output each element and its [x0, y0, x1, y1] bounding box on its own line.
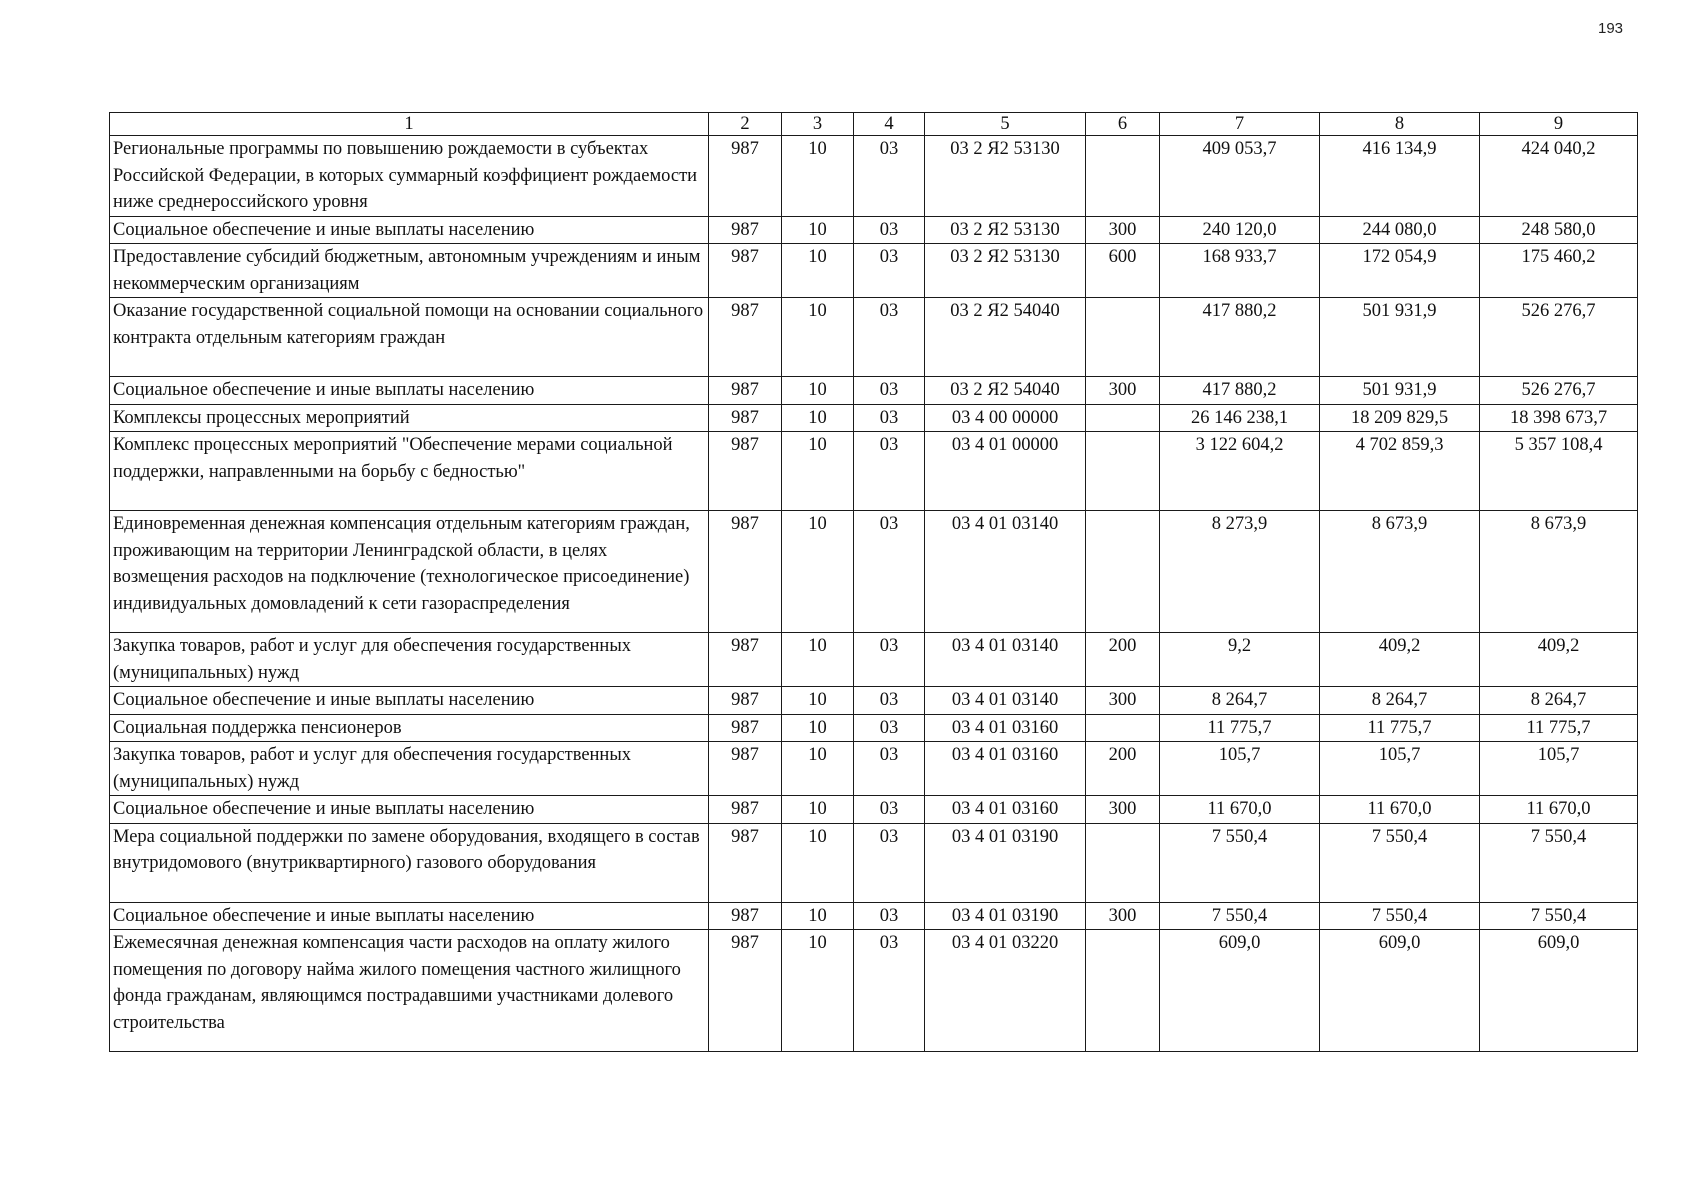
cell-section-code: 10 [782, 244, 854, 298]
table-row [110, 377, 1638, 405]
row-description: Комплекс процессных мероприятий "Обеспечение мерами социальной поддержки, направленными на борьбу с бедностью" [110, 432, 709, 511]
cell-amount-year3: 424 040,2 [1480, 136, 1638, 217]
cell-amount-year1: 105,7 [1160, 742, 1320, 796]
cell-section-code: 10 [782, 823, 854, 902]
cell-section-code: 10 [782, 216, 854, 244]
row-description: Социальное обеспечение и иные выплаты населению [110, 377, 709, 405]
column-header: 7 [1160, 113, 1320, 136]
cell-grbs-code: 987 [709, 244, 782, 298]
table-row [110, 216, 1638, 244]
cell-target-article: 03 2 Я2 53130 [925, 216, 1086, 244]
cell-amount-year2: 501 931,9 [1320, 377, 1480, 405]
cell-amount-year1: 7 550,4 [1160, 823, 1320, 902]
cell-grbs-code: 987 [709, 216, 782, 244]
cell-section-code: 10 [782, 404, 854, 432]
cell-target-article: 03 4 01 03190 [925, 902, 1086, 930]
cell-grbs-code: 987 [709, 823, 782, 902]
row-description: Социальное обеспечение и иные выплаты населению [110, 687, 709, 715]
cell-amount-year3: 526 276,7 [1480, 298, 1638, 377]
cell-section-code: 10 [782, 432, 854, 511]
table-row [110, 511, 1638, 633]
cell-subsection-code: 03 [854, 796, 925, 824]
cell-amount-year1: 417 880,2 [1160, 298, 1320, 377]
cell-expense-type [1086, 136, 1160, 217]
cell-target-article: 03 4 01 03160 [925, 796, 1086, 824]
cell-section-code: 10 [782, 298, 854, 377]
row-description: Социальное обеспечение и иные выплаты населению [110, 796, 709, 824]
cell-section-code: 10 [782, 930, 854, 1052]
cell-amount-year2: 8 264,7 [1320, 687, 1480, 715]
cell-amount-year2: 4 702 859,3 [1320, 432, 1480, 511]
cell-target-article: 03 2 Я2 53130 [925, 136, 1086, 217]
cell-amount-year1: 409 053,7 [1160, 136, 1320, 217]
cell-amount-year2: 105,7 [1320, 742, 1480, 796]
table-row [110, 244, 1638, 298]
table-row [110, 633, 1638, 687]
row-description: Закупка товаров, работ и услуг для обеспечения государственных (муниципальных) нужд [110, 633, 709, 687]
cell-amount-year1: 168 933,7 [1160, 244, 1320, 298]
cell-target-article: 03 2 Я2 53130 [925, 244, 1086, 298]
cell-amount-year2: 172 054,9 [1320, 244, 1480, 298]
cell-amount-year1: 240 120,0 [1160, 216, 1320, 244]
cell-expense-type: 300 [1086, 687, 1160, 715]
table-row [110, 742, 1638, 796]
cell-amount-year3: 248 580,0 [1480, 216, 1638, 244]
cell-expense-type: 200 [1086, 633, 1160, 687]
cell-amount-year1: 417 880,2 [1160, 377, 1320, 405]
cell-amount-year2: 409,2 [1320, 633, 1480, 687]
table-row [110, 823, 1638, 902]
cell-target-article: 03 4 00 00000 [925, 404, 1086, 432]
cell-section-code: 10 [782, 714, 854, 742]
row-description: Социальное обеспечение и иные выплаты населению [110, 902, 709, 930]
column-header: 5 [925, 113, 1086, 136]
column-header: 4 [854, 113, 925, 136]
cell-amount-year1: 8 273,9 [1160, 511, 1320, 633]
cell-grbs-code: 987 [709, 136, 782, 217]
column-header: 2 [709, 113, 782, 136]
row-description: Комплексы процессных мероприятий [110, 404, 709, 432]
table-row [110, 796, 1638, 824]
cell-expense-type [1086, 823, 1160, 902]
cell-amount-year3: 7 550,4 [1480, 902, 1638, 930]
cell-subsection-code: 03 [854, 298, 925, 377]
cell-amount-year1: 9,2 [1160, 633, 1320, 687]
cell-expense-type: 300 [1086, 377, 1160, 405]
cell-target-article: 03 4 01 03220 [925, 930, 1086, 1052]
cell-target-article: 03 4 01 03140 [925, 633, 1086, 687]
cell-amount-year3: 105,7 [1480, 742, 1638, 796]
cell-amount-year3: 5 357 108,4 [1480, 432, 1638, 511]
row-description: Оказание государственной социальной помощи на основании социального контракта отдельным категориям граждан [110, 298, 709, 377]
cell-expense-type [1086, 714, 1160, 742]
cell-amount-year3: 11 775,7 [1480, 714, 1638, 742]
cell-target-article: 03 4 01 03160 [925, 714, 1086, 742]
row-description: Мера социальной поддержки по замене оборудования, входящего в состав внутридомового (внутриквартирного) газового оборудования [110, 823, 709, 902]
cell-amount-year2: 11 670,0 [1320, 796, 1480, 824]
cell-expense-type: 300 [1086, 216, 1160, 244]
cell-amount-year2: 609,0 [1320, 930, 1480, 1052]
cell-grbs-code: 987 [709, 633, 782, 687]
cell-section-code: 10 [782, 511, 854, 633]
cell-amount-year3: 175 460,2 [1480, 244, 1638, 298]
cell-amount-year3: 8 673,9 [1480, 511, 1638, 633]
cell-amount-year3: 409,2 [1480, 633, 1638, 687]
cell-target-article: 03 4 01 03140 [925, 687, 1086, 715]
cell-grbs-code: 987 [709, 687, 782, 715]
row-description: Закупка товаров, работ и услуг для обеспечения государственных (муниципальных) нужд [110, 742, 709, 796]
cell-subsection-code: 03 [854, 244, 925, 298]
cell-amount-year1: 26 146 238,1 [1160, 404, 1320, 432]
cell-grbs-code: 987 [709, 742, 782, 796]
row-description: Единовременная денежная компенсация отдельным категориям граждан, проживающим на территории Ленинградской области, в целях возмещения расходов на подключение (технологическое присоединение) индивидуальных домовладений к сети газораспределения [110, 511, 709, 633]
cell-section-code: 10 [782, 136, 854, 217]
cell-amount-year2: 244 080,0 [1320, 216, 1480, 244]
cell-target-article: 03 4 01 03160 [925, 742, 1086, 796]
cell-amount-year3: 18 398 673,7 [1480, 404, 1638, 432]
table-row [110, 930, 1638, 1052]
table-row [110, 902, 1638, 930]
cell-subsection-code: 03 [854, 136, 925, 217]
column-header: 9 [1480, 113, 1638, 136]
cell-subsection-code: 03 [854, 823, 925, 902]
cell-grbs-code: 987 [709, 714, 782, 742]
cell-subsection-code: 03 [854, 432, 925, 511]
cell-expense-type: 200 [1086, 742, 1160, 796]
cell-amount-year2: 7 550,4 [1320, 902, 1480, 930]
row-description: Ежемесячная денежная компенсация части расходов на оплату жилого помещения по договору найма жилого помещения частного жилищного фонда гражданам, являющимся пострадавшими участниками долевого строительства [110, 930, 709, 1052]
cell-target-article: 03 2 Я2 54040 [925, 298, 1086, 377]
cell-subsection-code: 03 [854, 902, 925, 930]
cell-amount-year2: 8 673,9 [1320, 511, 1480, 633]
row-description: Региональные программы по повышению рождаемости в субъектах Российской Федерации, в которых суммарный коэффициент рождаемости ниже среднероссийского уровня [110, 136, 709, 217]
cell-section-code: 10 [782, 687, 854, 715]
table-row [110, 432, 1638, 511]
cell-grbs-code: 987 [709, 298, 782, 377]
cell-grbs-code: 987 [709, 796, 782, 824]
cell-amount-year3: 8 264,7 [1480, 687, 1638, 715]
cell-section-code: 10 [782, 633, 854, 687]
table-row [110, 298, 1638, 377]
cell-target-article: 03 2 Я2 54040 [925, 377, 1086, 405]
cell-amount-year2: 18 209 829,5 [1320, 404, 1480, 432]
cell-subsection-code: 03 [854, 511, 925, 633]
cell-section-code: 10 [782, 377, 854, 405]
cell-target-article: 03 4 01 03190 [925, 823, 1086, 902]
cell-subsection-code: 03 [854, 742, 925, 796]
cell-amount-year3: 7 550,4 [1480, 823, 1638, 902]
cell-section-code: 10 [782, 796, 854, 824]
column-header: 8 [1320, 113, 1480, 136]
cell-amount-year3: 526 276,7 [1480, 377, 1638, 405]
cell-amount-year2: 7 550,4 [1320, 823, 1480, 902]
row-description: Социальное обеспечение и иные выплаты населению [110, 216, 709, 244]
cell-amount-year1: 3 122 604,2 [1160, 432, 1320, 511]
cell-expense-type [1086, 432, 1160, 511]
row-description: Предоставление субсидий бюджетным, автономным учреждениям и иным некоммерческим организациям [110, 244, 709, 298]
cell-target-article: 03 4 01 00000 [925, 432, 1086, 511]
row-description: Социальная поддержка пенсионеров [110, 714, 709, 742]
cell-grbs-code: 987 [709, 404, 782, 432]
cell-amount-year3: 11 670,0 [1480, 796, 1638, 824]
cell-subsection-code: 03 [854, 404, 925, 432]
cell-grbs-code: 987 [709, 511, 782, 633]
cell-section-code: 10 [782, 742, 854, 796]
cell-amount-year2: 11 775,7 [1320, 714, 1480, 742]
cell-grbs-code: 987 [709, 930, 782, 1052]
cell-expense-type [1086, 298, 1160, 377]
cell-amount-year2: 501 931,9 [1320, 298, 1480, 377]
column-header: 1 [110, 113, 709, 136]
cell-grbs-code: 987 [709, 432, 782, 511]
cell-expense-type: 600 [1086, 244, 1160, 298]
cell-target-article: 03 4 01 03140 [925, 511, 1086, 633]
cell-subsection-code: 03 [854, 930, 925, 1052]
cell-subsection-code: 03 [854, 216, 925, 244]
table-row [110, 404, 1638, 432]
column-header: 6 [1086, 113, 1160, 136]
cell-subsection-code: 03 [854, 377, 925, 405]
cell-grbs-code: 987 [709, 377, 782, 405]
table-row [110, 687, 1638, 715]
cell-amount-year3: 609,0 [1480, 930, 1638, 1052]
cell-expense-type [1086, 404, 1160, 432]
table-row [110, 136, 1638, 217]
cell-subsection-code: 03 [854, 633, 925, 687]
header-row [110, 113, 1638, 136]
cell-subsection-code: 03 [854, 714, 925, 742]
cell-amount-year1: 609,0 [1160, 930, 1320, 1052]
cell-amount-year2: 416 134,9 [1320, 136, 1480, 217]
page-number: 193 [1598, 20, 1624, 37]
cell-subsection-code: 03 [854, 687, 925, 715]
cell-expense-type: 300 [1086, 796, 1160, 824]
cell-amount-year1: 11 670,0 [1160, 796, 1320, 824]
cell-expense-type [1086, 930, 1160, 1052]
cell-grbs-code: 987 [709, 902, 782, 930]
cell-section-code: 10 [782, 902, 854, 930]
cell-expense-type: 300 [1086, 902, 1160, 930]
column-header: 3 [782, 113, 854, 136]
cell-amount-year1: 8 264,7 [1160, 687, 1320, 715]
cell-expense-type [1086, 511, 1160, 633]
cell-amount-year1: 7 550,4 [1160, 902, 1320, 930]
budget-table [109, 112, 1638, 1052]
cell-amount-year1: 11 775,7 [1160, 714, 1320, 742]
table-row [110, 714, 1638, 742]
